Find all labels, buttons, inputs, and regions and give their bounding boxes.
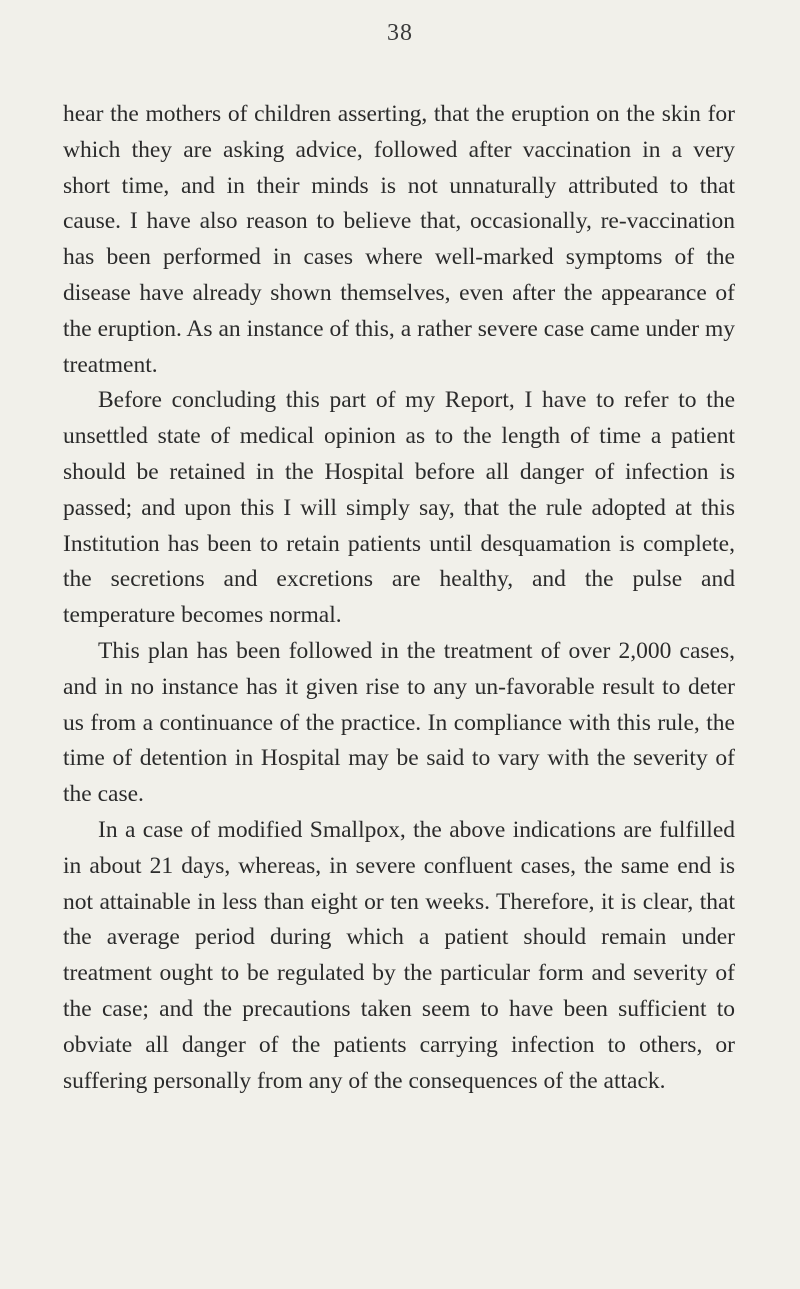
paragraph-1: hear the mothers of children asserting, that the eruption on the skin for which they are asking advice, followed after vaccination in a very short time, and in their minds is not unnaturally attributed to that cause. I have also reason to believe that, occasionally, re-vaccination has been performed in cases where well-marked symptoms of the disease have already shown themselves, even after the appearance of the eruption. As an instance of this, a rather severe case came under my treatment.	[63, 101, 735, 378]
paragraph-4: In a case of modified Smallpox, the above indications are fulfilled in about 21 days, whereas, in severe confluent cases, the same end is not attainable in less than eight or ten weeks. Therefore, it is clear, that the average period during which a patient should remain under treatment ought to be regulated by the particular form and severity of the case; and the precautions taken seem to have been sufficient to obviate all danger of the patients carrying infection to others, or suffering personally from any of the consequences of the attack.	[63, 816, 735, 1094]
paragraph-3: This plan has been followed in the treatment of over 2,000 cases, and in no instance has it given rise to any un-favorable result to deter us from a continuance of the practice. In compliance with this rule, the time of detention in Hospital may be said to vary with the severity of the case.	[63, 637, 735, 808]
paragraph-2: Before concluding this part of my Report, I have to refer to the unsettled state of medical opinion as to the length of time a patient should be retained in the Hospital before all danger of infection is passed; and upon this I will simply say, that the rule adopted at this Institution has been to retain patients until desquamation is complete, the secretions and excretions are healthy, and the pulse and temperature becomes normal.	[63, 387, 735, 629]
page-number: 38	[387, 20, 413, 46]
body-text	[63, 97, 735, 1099]
